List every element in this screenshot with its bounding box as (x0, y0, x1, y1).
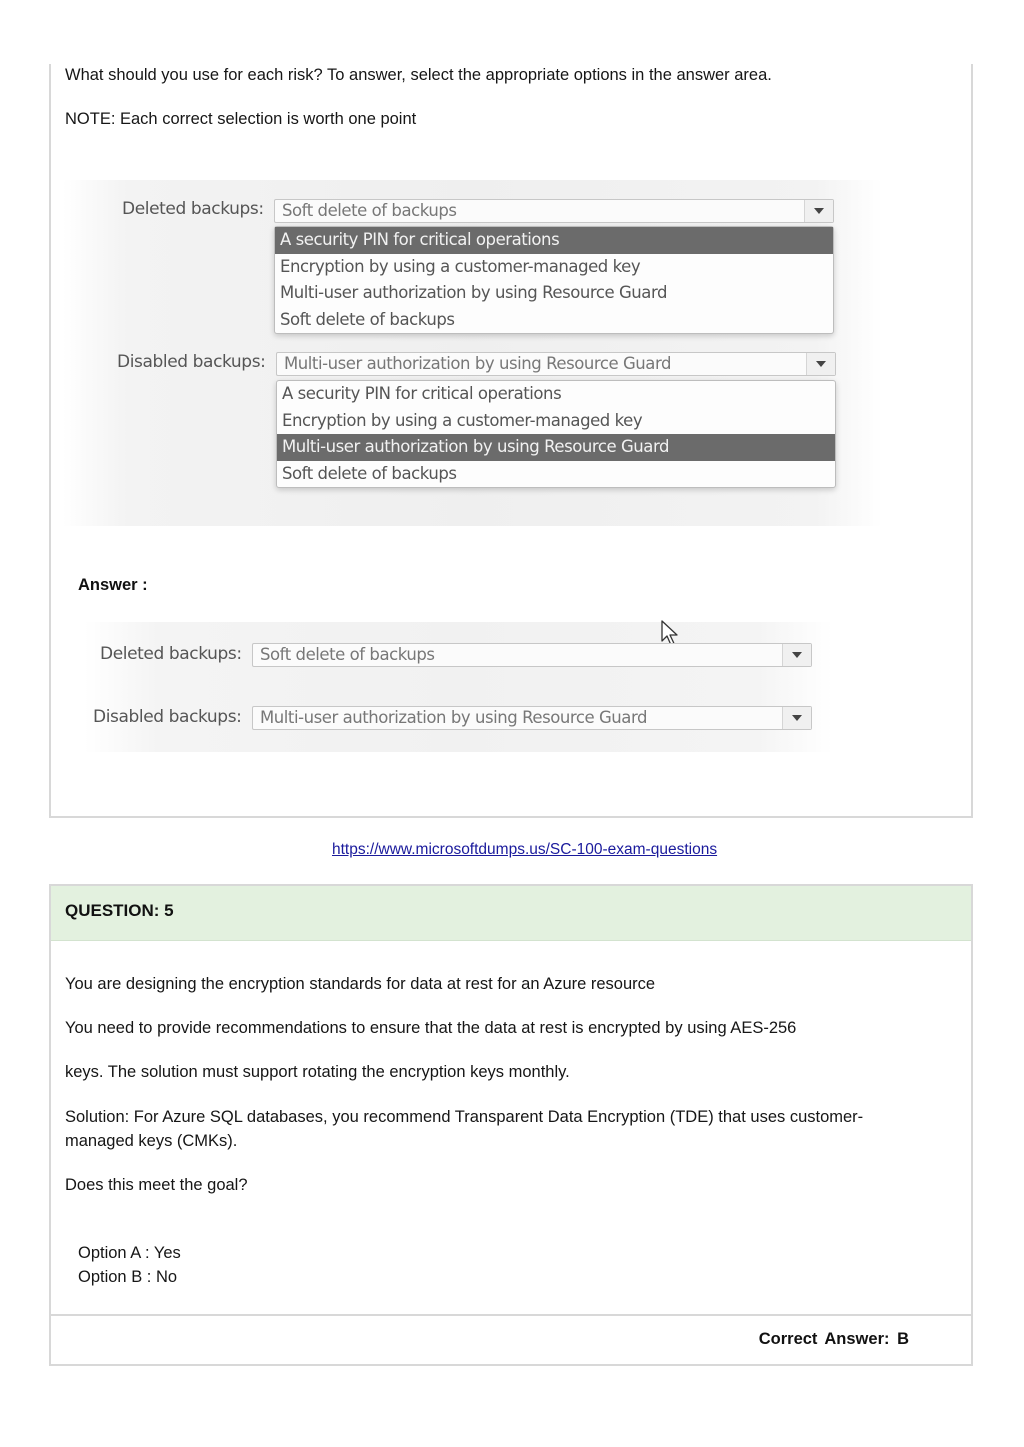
disabled-backups-label: Disabled backups: (117, 352, 266, 372)
dropdown-caret-icon[interactable] (782, 644, 811, 666)
solution-line-1: Solution: For Azure SQL databases, you recommend Transparent Data Encryption (TDE) that uses customer- (65, 1108, 864, 1126)
answer-image (84, 622, 832, 752)
question-paragraph: You are designing the encryption standards for data at rest for an Azure resource (65, 975, 656, 993)
dropdown-option[interactable]: Multi-user authorization by using Resource Guard (277, 434, 835, 461)
solution-line-2: managed keys (CMKs). (65, 1132, 238, 1150)
question-paragraph: You need to provide recommendations to ensure that the data at rest is encrypted by using AES-256 (65, 1019, 797, 1037)
correct-answer: Correct Answer: B (758, 1330, 909, 1348)
question-header (51, 886, 971, 941)
deleted-backups-selected-value: Soft delete of backups (282, 201, 457, 220)
answer-deleted-backups-label: Deleted backups: (100, 644, 242, 664)
answer-deleted-backups-select[interactable] (252, 643, 812, 667)
instruction-text: What should you use for each risk? To answer, select the appropriate options in the answer area. (65, 66, 772, 84)
answer-disabled-backups-label: Disabled backups: (93, 707, 242, 727)
note-text: NOTE: Each correct selection is worth one point (65, 110, 417, 128)
dropdown-option[interactable]: Multi-user authorization by using Resource Guard (280, 283, 668, 302)
dropdown-option[interactable]: Soft delete of backups (280, 309, 455, 329)
deleted-backups-dropdown (274, 226, 834, 334)
dropdown-option[interactable]: A security PIN for critical operations (282, 384, 562, 403)
answer-disabled-backups-select[interactable] (252, 706, 812, 730)
dropdown-caret-icon[interactable] (782, 707, 811, 729)
dropdown-caret-icon[interactable] (804, 200, 833, 222)
dropdown-option[interactable]: Soft delete of backups (282, 463, 457, 483)
question-paragraph: keys. The solution must support rotating the encryption keys monthly. (65, 1063, 570, 1081)
answer-deleted-backups-value: Soft delete of backups (260, 645, 435, 664)
dropdown-option[interactable]: Encryption by using a customer-managed key (282, 410, 643, 430)
disabled-backups-dropdown (276, 380, 836, 488)
question-prompt: Does this meet the goal? (65, 1176, 248, 1194)
deleted-backups-select[interactable] (274, 199, 834, 223)
disabled-backups-selected-value: Multi-user authorization by using Resource Guard (284, 354, 672, 373)
dropdown-caret-icon[interactable] (806, 353, 835, 375)
option-a[interactable]: Option A : Yes (78, 1244, 181, 1262)
dropdown-option[interactable]: A security PIN for critical operations (275, 227, 833, 254)
question-title: QUESTION: 5 (65, 901, 174, 920)
exam-questions-link[interactable]: https://www.microsoftdumps.us/SC-100-exam-questions (332, 841, 718, 858)
deleted-backups-label: Deleted backups: (122, 199, 264, 219)
option-b[interactable]: Option B : No (78, 1268, 178, 1286)
correct-answer-row (51, 1314, 971, 1366)
dropdown-option[interactable]: Encryption by using a customer-managed key (280, 256, 641, 276)
question-card (49, 884, 973, 1366)
disabled-backups-select[interactable] (276, 352, 836, 376)
answer-heading: Answer : (78, 576, 148, 594)
answer-disabled-backups-value: Multi-user authorization by using Resource Guard (260, 708, 648, 727)
